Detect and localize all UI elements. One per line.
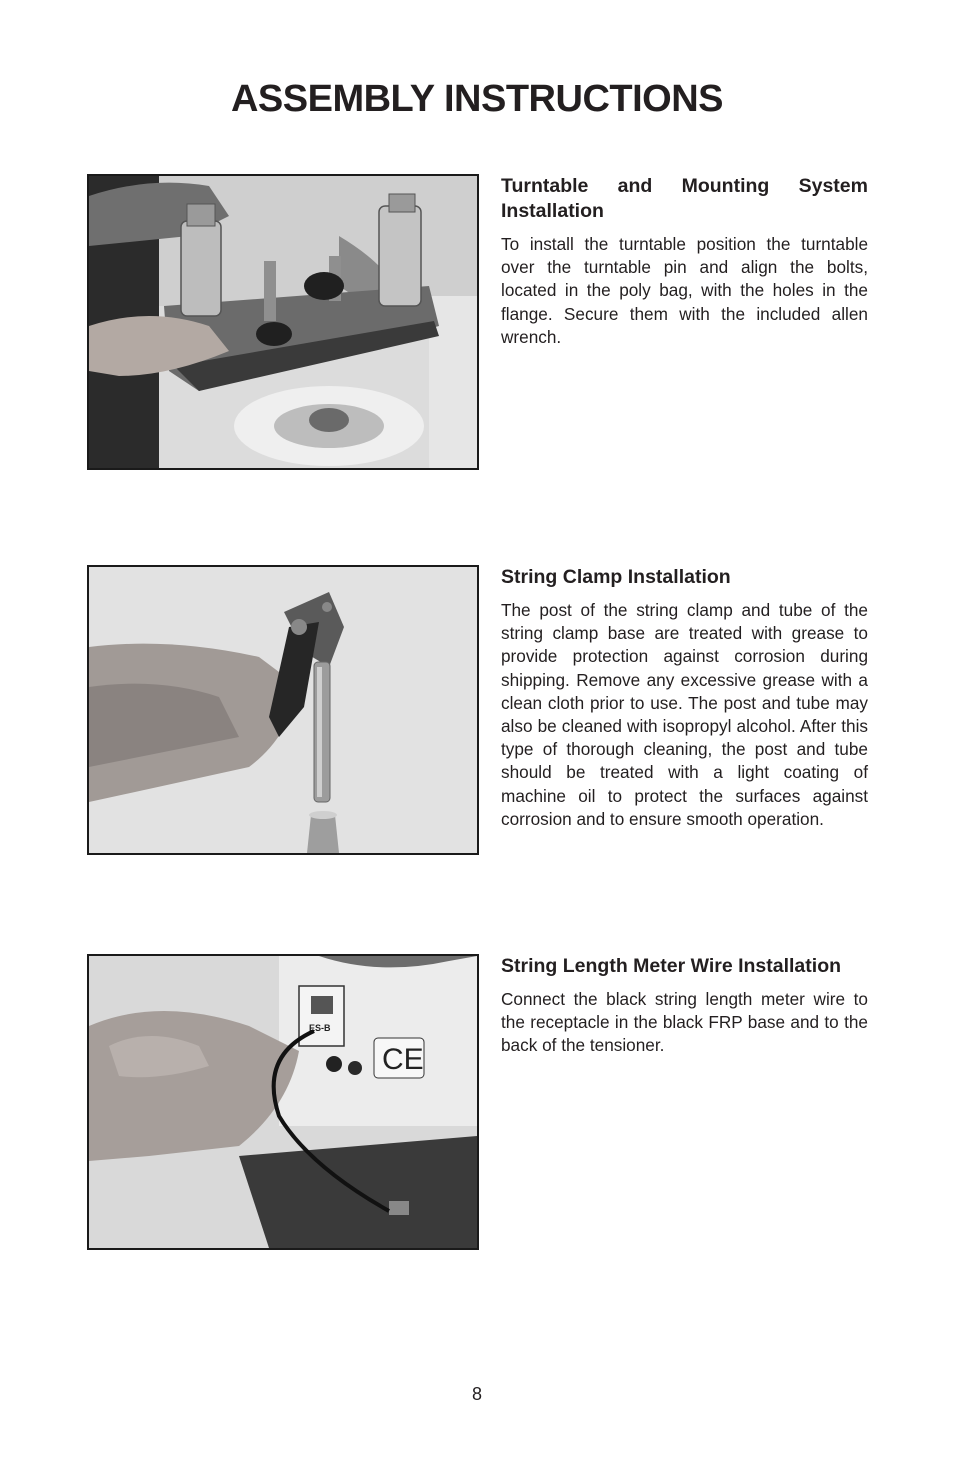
port-label: ES-B xyxy=(309,1023,331,1033)
section-body: To install the turntable position the turntable over the turntable pin and align the bolts, located in the poly bag, with the holes in the flange. Secure them with the included allen wrench. xyxy=(501,234,868,347)
meter-wire-photo xyxy=(87,954,479,1250)
string-clamp-photo xyxy=(87,565,479,855)
ce-mark-label: CE xyxy=(382,1043,424,1076)
section-heading: String Clamp Installation xyxy=(501,566,731,588)
page-title: ASSEMBLY INSTRUCTIONS xyxy=(230,78,724,120)
section-heading: Turntable and Mounting System Installation xyxy=(501,175,868,222)
section-heading: String Length Meter Wire Installation xyxy=(501,955,842,977)
section-body: Connect the black string length meter wire to the receptacle in the black FRP base and to the back of the tensioner. xyxy=(501,989,868,1056)
page-number: 8 xyxy=(471,1384,482,1404)
turntable-photo xyxy=(87,174,479,470)
section-body: The post of the string clamp and tube of the string clamp base are treated with grease to provide protection against corrosion during shipping. Remove any excessive grease with a clean cloth prior to use. The post and tube may also be cleaned with isopropyl alcohol. After this type of thorough cleaning, the post and tube should be treated with a light coating of machine oil to protect the surfaces against corrosion and to ensure smooth operation. xyxy=(501,600,868,829)
